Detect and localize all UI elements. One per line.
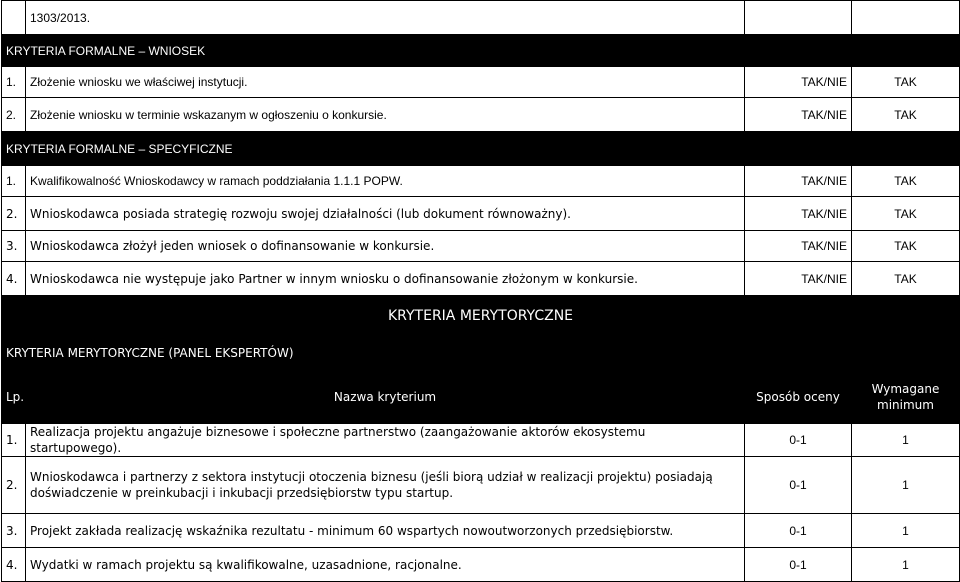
criterion-name: Wnioskodawca złożył jeden wniosek o dofinansowanie w konkursie. <box>26 231 745 262</box>
section-header: KRYTERIA MERYTORYCZNE (PANEL EKSPERTÓW) <box>2 337 960 370</box>
method-cell: 0-1 <box>745 514 852 548</box>
criterion-name: 1303/2013. <box>26 1 745 35</box>
merit-title: KRYTERIA MERYTORYCZNE <box>2 296 960 337</box>
table-row <box>2 424 960 457</box>
criterion-name: Złożenie wniosku we właściwej instytucji. <box>26 67 745 98</box>
min-cell: 1 <box>852 424 960 457</box>
method-cell: TAK/NIE <box>745 231 852 262</box>
table-row <box>2 514 960 548</box>
lp-cell: 2. <box>2 197 26 231</box>
column-header-row <box>2 370 960 424</box>
lp-cell: 1. <box>2 166 26 197</box>
table-row <box>2 231 960 262</box>
method-cell: TAK/NIE <box>745 98 852 132</box>
table-row <box>2 98 960 132</box>
criterion-name: Wnioskodawca posiada strategię rozwoju swojej działalności (lub dokument równoważny). <box>26 197 745 231</box>
column-header-min: Wymagane minimum <box>852 370 960 424</box>
method-cell: TAK/NIE <box>745 166 852 197</box>
criterion-name: Kwalifikowalność Wnioskodawcy w ramach poddziałania 1.1.1 POPW. <box>26 166 745 197</box>
min-cell <box>852 1 960 35</box>
column-header-method: Sposób oceny <box>745 370 852 424</box>
table-row <box>2 1 960 35</box>
min-cell: TAK <box>852 231 960 262</box>
min-cell: TAK <box>852 98 960 132</box>
criterion-name: Złożenie wniosku w terminie wskazanym w ogłoszeniu o konkursie. <box>26 98 745 132</box>
section-header-row <box>2 132 960 166</box>
criterion-name: Realizacja projektu angażuje biznesowe i społeczne partnerstwo (zaangażowanie aktorów ekosystemu startupowego). <box>26 424 745 457</box>
criterion-name: Wnioskodawca i partnerzy z sektora instytucji otoczenia biznesu (jeśli biorą udział w realizacji projektu) posiadają doświadczenie w preinkubacji i inkubacji przedsiębiorstw typu startup. <box>26 457 745 514</box>
min-cell: TAK <box>852 197 960 231</box>
section-header-row <box>2 35 960 67</box>
min-cell: TAK <box>852 67 960 98</box>
section-title-row <box>2 296 960 337</box>
method-cell: TAK/NIE <box>745 67 852 98</box>
lp-cell: 4. <box>2 262 26 296</box>
table-row <box>2 197 960 231</box>
method-cell: 0-1 <box>745 548 852 582</box>
min-cell: TAK <box>852 262 960 296</box>
lp-cell: 4. <box>2 548 26 582</box>
min-cell: 1 <box>852 548 960 582</box>
min-cell: 1 <box>852 457 960 514</box>
table-row <box>2 262 960 296</box>
lp-cell: 2. <box>2 98 26 132</box>
method-cell: TAK/NIE <box>745 197 852 231</box>
min-cell: 1 <box>852 514 960 548</box>
table-row <box>2 166 960 197</box>
lp-cell: 1. <box>2 67 26 98</box>
method-cell: 0-1 <box>745 457 852 514</box>
lp-cell <box>2 1 26 35</box>
section-header: KRYTERIA FORMALNE – WNIOSEK <box>2 35 960 67</box>
lp-cell: 2. <box>2 457 26 514</box>
criterion-name: Projekt zakłada realizację wskaźnika rezultatu - minimum 60 wspartych nowoutworzonych przedsiębiorstw. <box>26 514 745 548</box>
lp-cell: 3. <box>2 514 26 548</box>
section-header: KRYTERIA FORMALNE – SPECYFICZNE <box>2 132 960 166</box>
column-header-lp: Lp. <box>2 370 26 424</box>
criterion-name: Wnioskodawca nie występuje jako Partner w innym wniosku o dofinansowanie złożonym w konkursie. <box>26 262 745 296</box>
lp-cell: 3. <box>2 231 26 262</box>
min-cell: TAK <box>852 166 960 197</box>
criteria-table <box>1 0 960 582</box>
method-cell <box>745 1 852 35</box>
table-row <box>2 548 960 582</box>
criterion-name: Wydatki w ramach projektu są kwalifikowalne, uzasadnione, racjonalne. <box>26 548 745 582</box>
method-cell: TAK/NIE <box>745 262 852 296</box>
column-header-name: Nazwa kryterium <box>26 370 745 424</box>
lp-cell: 1. <box>2 424 26 457</box>
section-header-row <box>2 337 960 370</box>
table-row <box>2 67 960 98</box>
method-cell: 0-1 <box>745 424 852 457</box>
table-row <box>2 457 960 514</box>
